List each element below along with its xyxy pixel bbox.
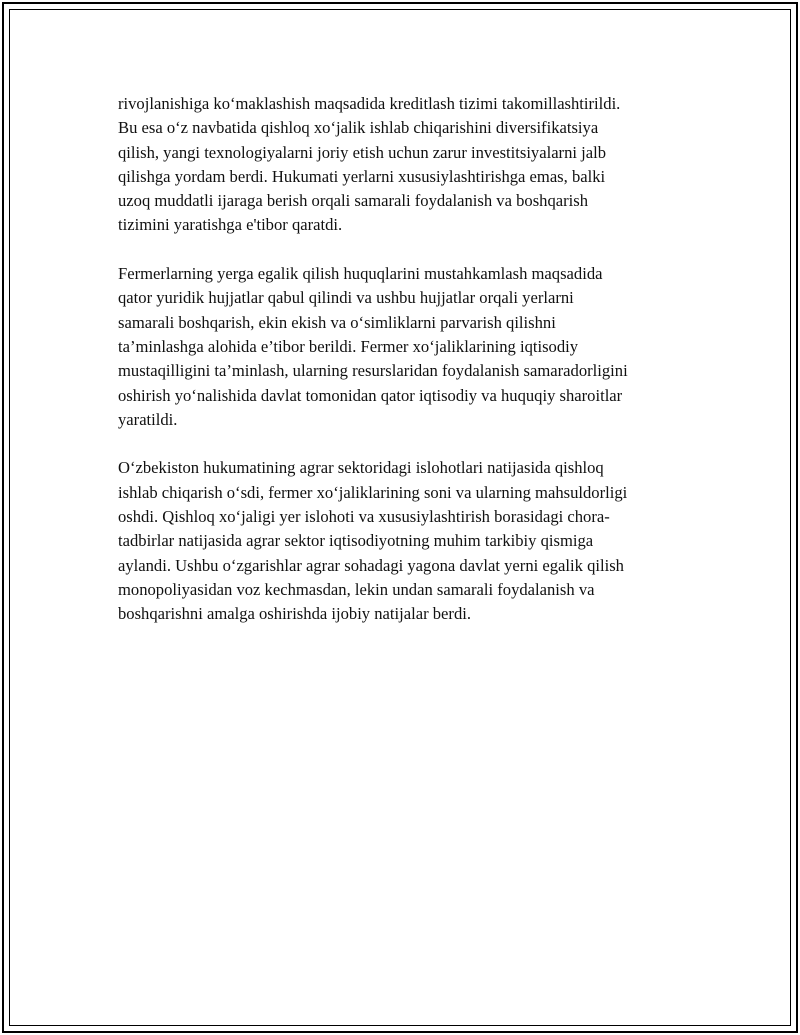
text-line: tadbirlar natijasida agrar sektor iqtisodiyotning muhim tarkibiy qismiga <box>118 531 594 551</box>
document-body <box>118 92 688 651</box>
text-line: O‘zbekiston hukumatining agrar sektoridagi islohotlari natijasida qishloq <box>118 458 604 478</box>
text-line: uzoq muddatli ijaraga berish orqali samarali foydalanish va boshqarish <box>118 191 589 211</box>
paragraph-3 <box>118 456 688 626</box>
text-line: qilish, yangi texnologiyalarni joriy etish uchun zarur investitsiyalarni jalb <box>118 142 607 162</box>
paragraph-2 <box>118 262 688 432</box>
text-line: oshirish yo‘nalishida davlat tomonidan qator iqtisodiy va huquqiy sharoitlar <box>118 385 623 405</box>
text-line: tizimini yaratishga e'tibor qaratdi. <box>118 215 343 235</box>
paragraph-1 <box>118 92 688 238</box>
text-line: monopoliyasidan voz kechmasdan, lekin undan samarali foydalanish va <box>118 579 595 599</box>
text-line: oshdi. Qishloq xo‘jaligi yer islohoti va xususiylashtirish borasidagi chora- <box>118 507 610 527</box>
text-line: ta’minlashga alohida e’tibor berildi. Fermer xo‘jaliklarining iqtisodiy <box>118 336 579 356</box>
text-line: Fermerlarning yerga egalik qilish huquqlarini mustahkamlash maqsadida <box>118 264 603 284</box>
text-line: boshqarishni amalga oshirishda ijobiy natijalar berdi. <box>118 604 471 624</box>
text-line: rivojlanishiga ko‘maklashish maqsadida kreditlash tizimi takomillashtirildi. <box>118 94 621 113</box>
text-line: Bu esa o‘z navbatida qishloq xo‘jalik ishlab chiqarishini diversifikatsiya <box>118 118 599 138</box>
text-line: qator yuridik hujjatlar qabul qilindi va ushbu hujjatlar orqali yerlarni <box>118 288 574 308</box>
text-line: samarali boshqarish, ekin ekish va o‘simliklarni parvarish qilishni <box>118 312 556 332</box>
text-line: ishlab chiqarish o‘sdi, fermer xo‘jaliklarining soni va ularning mahsuldorligi <box>118 482 628 502</box>
text-line: qilishga yordam berdi. Hukumati yerlarni xususiylashtirishga emas, balki <box>118 166 606 186</box>
text-line: yaratildi. <box>118 409 178 429</box>
text-line: aylandi. Ushbu o‘zgarishlar agrar sohadagi yagona davlat yerni egalik qilish <box>118 555 624 575</box>
text-line: mustaqilligini ta’minlash, ularning resurslaridan foydalanish samaradorligini <box>118 361 628 381</box>
